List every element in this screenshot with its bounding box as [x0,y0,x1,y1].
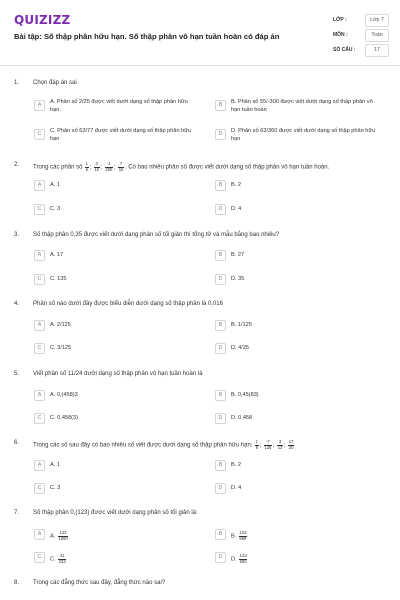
option-text: C. 3 [50,485,61,491]
option-text: C. Phân số 63/77 được viết dưới dạng số thập phân hữu hạn [50,128,192,142]
question-number: 3. [14,232,20,238]
meta-value: Toán [365,29,389,42]
option-letter: D [215,413,226,424]
option-letter: A [34,100,45,111]
option-text: B. $\frac{123}{999}$ [231,530,247,541]
option-letter: A [34,460,45,471]
option-letter: B [215,460,226,471]
fraction: $\frac{123}{999}$ [239,530,247,541]
fraction: $\frac{17}{20}$ [288,439,294,450]
question-text-before: Trong các phân số [33,164,83,171]
option-letter: C [34,343,45,354]
option-text: D. 35 [231,276,245,282]
meta-subject [331,29,389,43]
option-letter: B [215,529,226,540]
option-letter: D [215,204,226,215]
option-text: B. 2 [231,182,241,188]
option-letter: D [215,343,226,354]
option-letter: B [215,390,226,401]
option-letter: D [215,552,226,563]
option-letter: C [34,413,45,424]
page-title: Bài tập: Số thập phân hữu hạn. Số thập phân vô hạn tuần hoàn có đáp án [14,32,280,41]
question-number: 6. [14,440,20,446]
fraction: $\frac{1}{6}$ [85,161,88,172]
option-text: A. 1 [50,462,60,468]
option-text: B. 2 [231,462,241,468]
question-text-before: Trong các số sau đây có bao nhiêu số viết được dưới dạng số thập phân hữu hạn: [33,442,253,449]
question-text: Chọn đáp án sai [33,80,77,86]
option-text: D. 4 [231,206,242,212]
option-text: A. 17 [50,252,64,258]
option-text: B. 27 [231,252,245,258]
option-letter: C [34,129,45,140]
option-letter: A [34,390,45,401]
option-text: A. 0,(458)3 [50,392,78,398]
fraction: $\frac{123}{1000}$ [58,530,68,541]
option-text: D. 0,458 [231,415,253,421]
option-letter: D [215,274,226,285]
fraction: $\frac{3}{10}$ [94,161,100,172]
option-letter: C [34,483,45,494]
question-number: 7. [14,510,20,516]
option-text: A. Phân số 2/25 được viết dưới dạng số thập phân hữu hạn. [50,99,188,113]
meta-value: 17 [365,44,389,57]
option-letter: A [34,180,45,191]
meta-label: MÔN : [333,32,348,38]
option-text: C. 135 [50,276,67,282]
option-letter: A [34,250,45,261]
option-text: A. $\frac{123}{1000}$ [50,530,68,541]
option-letter: A [34,320,45,331]
question-text-after: . Có bao nhiêu phân số được viết dưới dạng số thập phân vô hạn tuần hoàn. [124,164,330,171]
question-text: Số thập phân 0,(123) được viết dưới dạng phân số tối giản là: [33,510,198,516]
option-letter: C [34,274,45,285]
option-letter: C [34,552,45,563]
question-number: 5. [14,371,20,377]
meta-label: LỚP : [333,17,347,23]
option-letter: C [34,204,45,215]
question-number: 1. [14,80,20,86]
option-text: A. 2/125 [50,322,71,328]
question-number: 2. [14,162,20,168]
question-text: Trong các phân số $\frac{1}{6}$ ; $\frac{3}{10}$ ; $\frac{-1}{250}$ ; $\frac{7}{15}$ . Có bao nhiêu phân số được viết dưới dạng số thập phân vô hạn tuần hoàn. [33,161,330,172]
option-letter: A [34,529,45,540]
meta-grade [331,14,389,28]
option-text: B. Phân số 55/-300 được viết dưới dạng số thập phân vô hạn tuần hoàn [231,99,373,113]
option-text: B. 0,45(83) [231,392,259,398]
fraction: $\frac{3}{12}$ [277,439,283,450]
question-text: Trong các số sau đây có bao nhiêu số viết được dưới dạng số thập phân hữu hạn: $\frac{1}{6}$ ; $\frac{-7}{125}$ ; $\frac{3}{12}$ ; $\frac{17}{20}$ [33,439,294,450]
fraction: $\frac{-7}{125}$ [264,439,272,450]
option-text: A. 1 [50,182,60,188]
fraction: $\frac{123}{990}$ [239,553,247,564]
quizizz-logo[interactable]: QUIZIZZ [14,13,71,27]
worksheet-header [0,0,400,66]
fraction: $\frac{7}{15}$ [118,161,124,172]
option-letter: D [215,129,226,140]
option-text: D. $\frac{123}{990}$ [231,553,247,564]
option-letter: B [215,100,226,111]
option-text: B. 1/125 [231,322,252,328]
option-text: C. $\frac{41}{333}$ [50,553,66,564]
option-text: C. 0,458(3) [50,415,78,421]
option-text: C. 3/125 [50,345,72,351]
meta-question-count [331,44,389,58]
question-number: 4. [14,301,20,307]
option-text: D. 4/25 [231,345,250,351]
option-text: D. 4 [231,485,242,491]
option-letter: B [215,250,226,261]
option-letter: B [215,320,226,331]
option-text: C. 3 [50,206,61,212]
meta-label: SỐ CÂU : [333,47,356,53]
fraction: $\frac{1}{6}$ [255,439,259,450]
question-text: Phân số nào dưới đây được biểu diễn dưới dạng số thập phân là 0,016 [33,301,223,307]
question-text: Số thập phân 0,35 được viết dưới dạng phân số tối giản thì tổng tử và mẫu bằng bao nhiêu? [33,232,280,238]
meta-value: Lớp 7 [365,14,389,27]
option-letter: D [215,483,226,494]
question-number: 8. [14,580,20,586]
option-text: D. Phân số 63/360 được viết dưới dạng số thập phân hữu hạn [231,128,376,142]
fraction: $\frac{-1}{250}$ [105,161,113,172]
question-text: Trong các đẳng thức sau đây, đẳng thức nào sai? [33,580,166,586]
fraction: $\frac{41}{333}$ [58,553,66,564]
option-letter: B [215,180,226,191]
question-text: Viết phân số 11/24 dưới dạng số thập phân vô hạn tuần hoàn là [33,371,203,377]
